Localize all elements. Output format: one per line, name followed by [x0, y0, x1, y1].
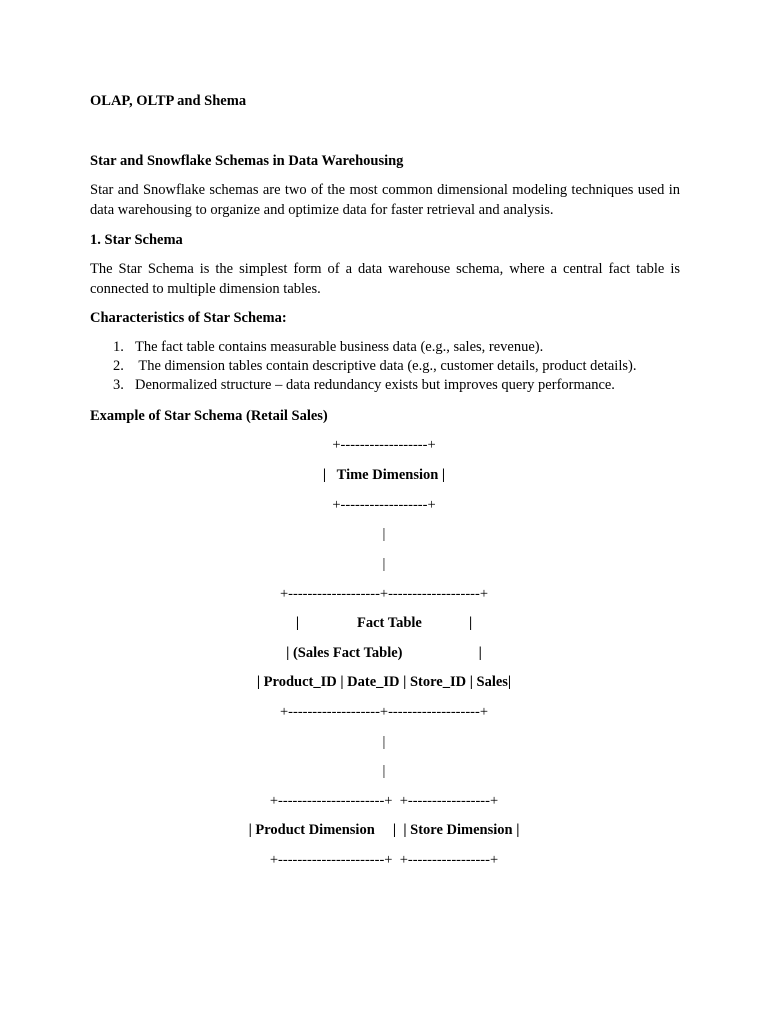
list-item-text: Denormalized structure – data redundancy exists but improves query performance. — [135, 377, 615, 393]
fact-table-columns: | Product_ID | Date_ID | Store_ID | Sales| — [256, 674, 512, 690]
star-schema-description: The Star Schema is the simplest form of a data warehouse schema, where a central fact table is connected to multiple dimension tables. — [90, 261, 680, 297]
intro-paragraph: Star and Snowflake schemas are two of the most common dimensional modeling techniques used in data warehousing to organize and optimize data for faster retrieval and analysis. — [90, 182, 680, 218]
fact-table-border-bottom: +-------------------+-------------------+ — [279, 704, 489, 720]
list-item-number: 1. — [113, 339, 124, 355]
list-item-text: The dimension tables contain descriptive data (e.g., customer details, product details). — [135, 358, 637, 374]
connector-line: | — [382, 526, 386, 542]
list-item-number: 2. — [113, 358, 124, 374]
dimensions-border-top: +----------------------+ +-----------------+ — [269, 793, 499, 809]
list-item-number: 3. — [113, 377, 124, 393]
example-heading: Example of Star Schema (Retail Sales) — [90, 408, 328, 424]
fact-table-label: | Fact Table | — [295, 615, 473, 631]
time-dimension-label: | Time Dimension | — [322, 467, 446, 483]
list-item-text: The fact table contains measurable business data (e.g., sales, revenue). — [135, 339, 544, 355]
connector-line: | — [382, 734, 386, 750]
document-title: OLAP, OLTP and Shema — [90, 93, 247, 109]
time-dimension-border-top: +------------------+ — [332, 437, 436, 453]
dimensions-labels: | Product Dimension | | Store Dimension | — [248, 822, 520, 838]
connector-line: | — [382, 556, 386, 572]
dimensions-border-bottom: +----------------------+ +-----------------+ — [269, 852, 499, 868]
fact-table-sublabel: | (Sales Fact Table) | — [286, 645, 482, 661]
section-heading: Star and Snowflake Schemas in Data Warehousing — [90, 153, 404, 169]
time-dimension-border-bottom: +------------------+ — [332, 497, 436, 513]
connector-line: | — [382, 763, 386, 779]
characteristics-heading: Characteristics of Star Schema: — [90, 310, 287, 326]
star-schema-heading: 1. Star Schema — [90, 232, 183, 248]
fact-table-border-top: +-------------------+-------------------+ — [279, 586, 489, 602]
